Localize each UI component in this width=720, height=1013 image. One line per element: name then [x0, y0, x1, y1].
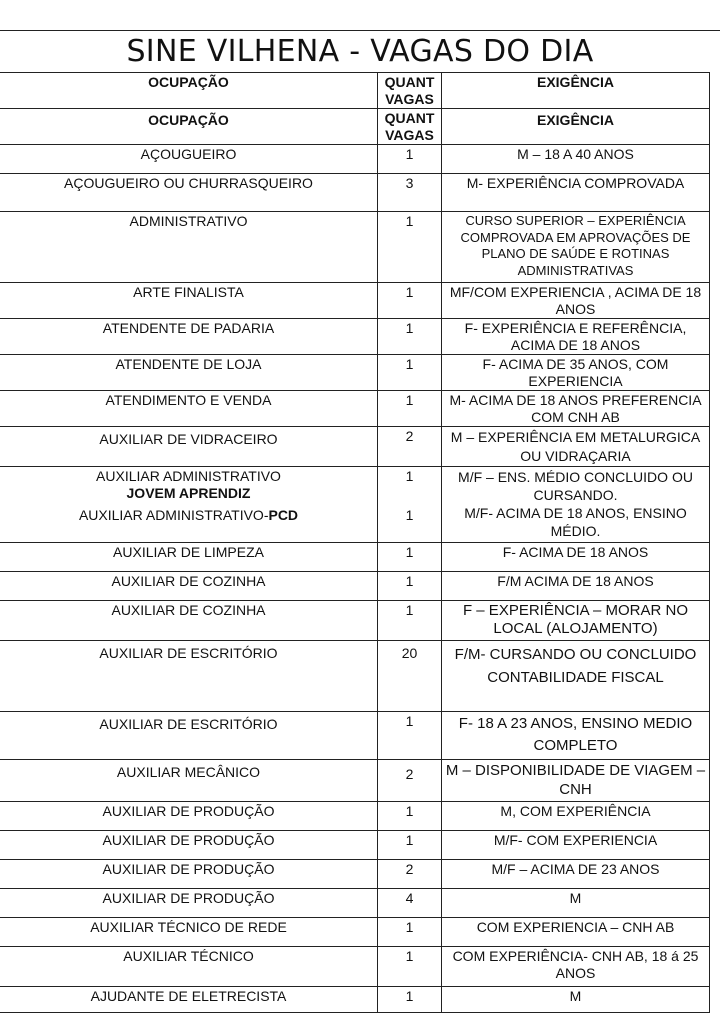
- cell-ocupacao: AUXILIAR MECÂNICO: [0, 760, 378, 802]
- cell-exigencia: M/F – ACIMA DE 23 ANOS: [442, 860, 710, 889]
- cell-ocupacao: AUXILIAR TÉCNICO DE REDE: [0, 918, 378, 947]
- table-row: [0, 712, 710, 760]
- cell-quant: 1: [378, 572, 442, 601]
- table-row: [0, 391, 710, 427]
- table-row: [0, 987, 710, 1013]
- cell-quant: 1: [378, 212, 442, 283]
- cell-quant: 1: [378, 831, 442, 860]
- cell-exigencia: M: [442, 889, 710, 918]
- cell-quant: [378, 467, 442, 543]
- cell-ocupacao: ATENDIMENTO E VENDA: [0, 391, 378, 427]
- table-row: [0, 467, 710, 543]
- cell-exigencia: F – EXPERIÊNCIA – MORAR NO LOCAL (ALOJAMENTO): [442, 601, 710, 641]
- cell-exigencia: F- ACIMA DE 18 ANOS: [442, 543, 710, 572]
- cell-exigencia: CURSO SUPERIOR – EXPERIÊNCIA COMPROVADA EM APROVAÇÕES DE PLANO DE SAÚDE E ROTINAS ADMINISTRATIVAS: [442, 212, 710, 283]
- cell-quant: 1: [378, 802, 442, 831]
- cell-quant: 2: [378, 760, 442, 802]
- table-header-row: [0, 109, 710, 145]
- table-row: [0, 283, 710, 319]
- cell-ocupacao: AUXILIAR DE COZINHA: [0, 601, 378, 641]
- cell-exigencia: F/M ACIMA DE 18 ANOS: [442, 572, 710, 601]
- table-row: [0, 918, 710, 947]
- cell-quant: 1: [378, 918, 442, 947]
- cell-exigencia: COM EXPERIENCIA – CNH AB: [442, 918, 710, 947]
- table-row: [0, 601, 710, 641]
- cell-quant: 1: [378, 601, 442, 641]
- cell-quant: 2: [378, 860, 442, 889]
- header-ocupacao: OCUPAÇÃO: [0, 73, 378, 109]
- cell-quant: 2: [378, 427, 442, 467]
- cell-ocupacao: ADMINISTRATIVO: [0, 212, 378, 283]
- exigencia-text: M/F- ACIMA DE 18 ANOS, ENSINO MÉDIO.: [464, 505, 687, 539]
- cell-exigencia: F/M- CURSANDO OU CONCLUIDO CONTABILIDADE FISCAL: [442, 641, 710, 712]
- header-ocupacao: OCUPAÇÃO: [0, 109, 378, 145]
- table-row: [0, 889, 710, 918]
- table-row: [0, 831, 710, 860]
- table-row: [0, 641, 710, 712]
- cell-exigencia: M/F- COM EXPERIENCIA: [442, 831, 710, 860]
- cell-quant: 1: [378, 391, 442, 427]
- ocupacao-text: AUXILIAR ADMINISTRATIVO: [96, 468, 281, 484]
- cell-exigencia: M- ACIMA DE 18 ANOS PREFERENCIA COM CNH AB: [442, 391, 710, 427]
- table-row: [0, 860, 710, 889]
- header-exigencia: EXIGÊNCIA: [442, 109, 710, 145]
- cell-ocupacao: AUXILIAR DE PRODUÇÃO: [0, 802, 378, 831]
- vacancies-table: [0, 72, 710, 1013]
- cell-exigencia: [442, 467, 710, 543]
- cell-ocupacao: ATENDENTE DE PADARIA: [0, 319, 378, 355]
- table-row: [0, 543, 710, 572]
- cell-exigencia: M- EXPERIÊNCIA COMPROVADA: [442, 174, 710, 212]
- header-exigencia: EXIGÊNCIA: [442, 73, 710, 109]
- cell-quant: 1: [378, 947, 442, 987]
- table-row: [0, 947, 710, 987]
- quant-text: 1: [405, 507, 414, 523]
- table-row: [0, 802, 710, 831]
- ocupacao-text: AUXILIAR ADMINISTRATIVO-: [78, 507, 269, 523]
- jovem-aprendiz-label: JOVEM APRENDIZ: [126, 485, 251, 501]
- cell-exigencia: F- 18 A 23 ANOS, ENSINO MEDIO COMPLETO: [442, 712, 710, 760]
- cell-quant: 1: [378, 355, 442, 391]
- table-row: [0, 145, 710, 174]
- cell-ocupacao: AUXILIAR DE PRODUÇÃO: [0, 831, 378, 860]
- cell-quant: 1: [378, 319, 442, 355]
- cell-ocupacao: AUXILIAR DE VIDRACEIRO: [0, 427, 378, 467]
- header-quant-vagas: QUANT VAGAS: [378, 109, 442, 145]
- cell-quant: 1: [378, 712, 442, 760]
- cell-quant: 1: [378, 543, 442, 572]
- cell-ocupacao: ARTE FINALISTA: [0, 283, 378, 319]
- cell-ocupacao: AUXILIAR TÉCNICO: [0, 947, 378, 987]
- cell-quant: 1: [378, 145, 442, 174]
- table-row: [0, 212, 710, 283]
- cell-exigencia: M – DISPONIBILIDADE DE VIAGEM – CNH: [442, 760, 710, 802]
- cell-exigencia: M – EXPERIÊNCIA EM METALURGICA OU VIDRAÇARIA: [442, 427, 710, 467]
- cell-exigencia: F- ACIMA DE 35 ANOS, COM EXPERIENCIA: [442, 355, 710, 391]
- table-row: [0, 355, 710, 391]
- cell-exigencia: F- EXPERIÊNCIA E REFERÊNCIA, ACIMA DE 18 ANOS: [442, 319, 710, 355]
- cell-ocupacao: AUXILIAR DE PRODUÇÃO: [0, 860, 378, 889]
- cell-ocupacao: AUXILIAR DE PRODUÇÃO: [0, 889, 378, 918]
- cell-quant: 20: [378, 641, 442, 712]
- cell-ocupacao: AUXILIAR DE ESCRITÓRIO: [0, 712, 378, 760]
- cell-quant: 1: [378, 283, 442, 319]
- table-row: [0, 760, 710, 802]
- cell-ocupacao: ATENDENTE DE LOJA: [0, 355, 378, 391]
- page-title: SINE VILHENA - VAGAS DO DIA: [0, 30, 720, 72]
- table-row: [0, 319, 710, 355]
- cell-quant: 3: [378, 174, 442, 212]
- table-header-row: [0, 73, 710, 109]
- table-row: [0, 427, 710, 467]
- table-row: [0, 572, 710, 601]
- cell-ocupacao: [0, 467, 378, 543]
- cell-exigencia: M: [442, 987, 710, 1013]
- pcd-label: PCD: [268, 507, 299, 523]
- cell-ocupacao: AUXILIAR DE LIMPEZA: [0, 543, 378, 572]
- exigencia-text: M/F – ENS. MÉDIO CONCLUIDO OU CURSANDO.: [458, 469, 693, 503]
- cell-ocupacao: AUXILIAR DE ESCRITÓRIO: [0, 641, 378, 712]
- header-quant-vagas: QUANT VAGAS: [378, 73, 442, 109]
- cell-exigencia: MF/COM EXPERIENCIA , ACIMA DE 18 ANOS: [442, 283, 710, 319]
- cell-exigencia: COM EXPERIÊNCIA- CNH AB, 18 á 25 ANOS: [442, 947, 710, 987]
- cell-ocupacao: AÇOUGUEIRO OU CHURRASQUEIRO: [0, 174, 378, 212]
- cell-quant: 1: [378, 987, 442, 1013]
- cell-exigencia: M – 18 A 40 ANOS: [442, 145, 710, 174]
- table-row: [0, 174, 710, 212]
- cell-ocupacao: AUXILIAR DE COZINHA: [0, 572, 378, 601]
- cell-quant: 4: [378, 889, 442, 918]
- cell-ocupacao: AÇOUGUEIRO: [0, 145, 378, 174]
- cell-ocupacao: AJUDANTE DE ELETRECISTA: [0, 987, 378, 1013]
- quant-text: 1: [405, 468, 414, 484]
- cell-exigencia: M, COM EXPERIÊNCIA: [442, 802, 710, 831]
